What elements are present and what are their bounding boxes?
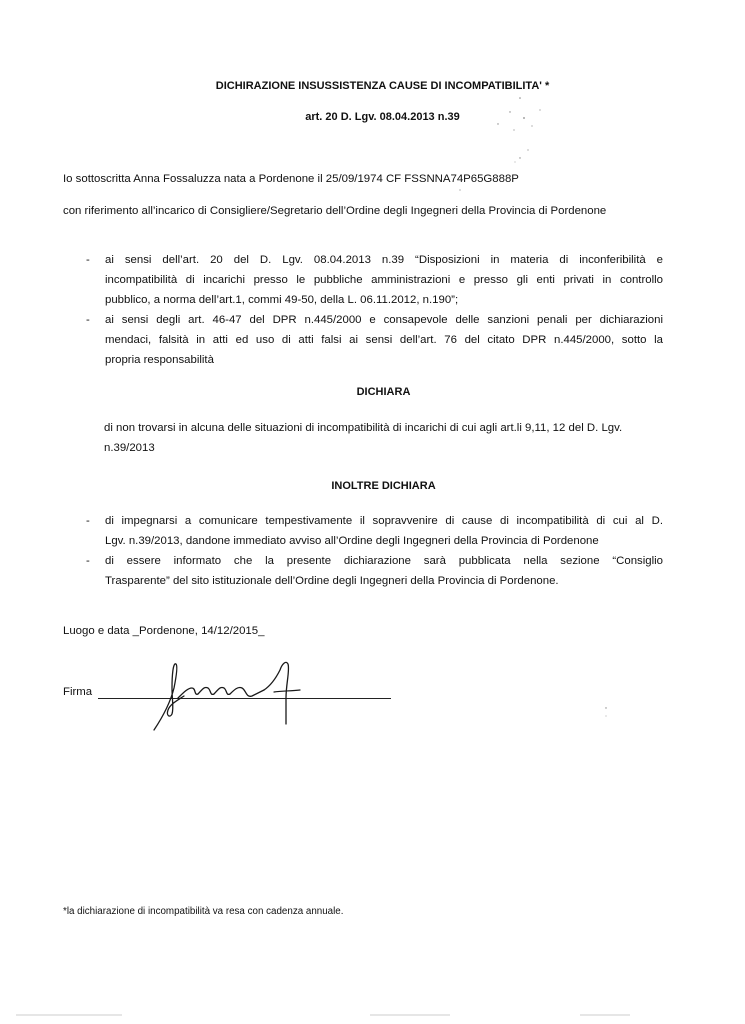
signature-label: Firma bbox=[63, 686, 93, 698]
list-item bbox=[63, 511, 663, 551]
legal-basis-list bbox=[63, 250, 663, 370]
document-subtitle: art. 20 D. Lgv. 08.04.2013 n.39 bbox=[305, 111, 460, 123]
list-item-line: di impegnarsi a comunicare tempestivamente il sopravvenire di cause di incompatibilità di cui al D. bbox=[105, 515, 663, 527]
footnote: *la dichiarazione di incompatibilità va resa con cadenza annuale. bbox=[63, 906, 344, 917]
heading-dichiara: DICHIARA bbox=[356, 386, 411, 398]
list-dash: - bbox=[86, 254, 90, 266]
list-item-line: di essere informato che la presente dichiarazione sarà pubblicata nella sezione “Consiglio bbox=[105, 555, 663, 567]
place-and-date: Luogo e data _Pordenone, 14/12/2015_ bbox=[63, 625, 265, 637]
list-item-line: ai sensi dell’art. 20 del D. Lgv. 08.04.2013 n.39 “Disposizioni in materia di inconferibilità e bbox=[105, 254, 663, 266]
list-dash: - bbox=[86, 515, 90, 527]
document-title: DICHIRAZIONE INSUSSISTENZA CAUSE DI INCOMPATIBILITA' * bbox=[215, 80, 550, 92]
declaration-text: di non trovarsi in alcuna delle situazioni di incompatibilità di incarichi di cui agli art.li 9,11, 12 del D. Lgv. n.39/2013 bbox=[104, 422, 623, 454]
role-reference: con riferimento all’incarico di Consigliere/Segretario dell’Ordine degli Ingegneri della Provincia di Pordenone bbox=[63, 205, 607, 217]
list-dash: - bbox=[86, 555, 90, 567]
list-item-line: mendaci, falsità in atti ed uso di atti falsi ai sensi dell’art. 76 del citato DPR n.445/2000, sotto la bbox=[105, 334, 663, 346]
list-item-line: incompatibilità di incarichi presso le pubbliche amministrazioni e presso gli enti privati in controllo bbox=[105, 274, 663, 286]
handwritten-signature bbox=[148, 658, 308, 734]
list-item bbox=[63, 250, 663, 310]
list-item-line: Trasparente” del sito istituzionale dell’Ordine degli Ingegneri della Provincia di Pordenone. bbox=[105, 575, 559, 587]
list-item-line: pubblico, a norma dell’art.1, commi 49-50, della L. 06.11.2012, n.190”; bbox=[105, 294, 459, 306]
declarant-statement: Io sottoscritta Anna Fossaluzza nata a Pordenone il 25/09/1974 CF FSSNNA74P65G888P bbox=[63, 173, 519, 185]
list-dash: - bbox=[86, 314, 90, 326]
additional-declarations-list bbox=[63, 511, 663, 591]
heading-inoltre-dichiara: INOLTRE DICHIARA bbox=[331, 480, 436, 492]
list-item-line: propria responsabilità bbox=[105, 354, 214, 366]
list-item bbox=[63, 551, 663, 591]
list-item-line: Lgv. n.39/2013, dandone immediato avviso all’Ordine degli Ingegneri della Provincia di Pordenone bbox=[105, 535, 599, 547]
list-item-line: ai sensi degli art. 46-47 del DPR n.445/2000 e consapevole delle sanzioni penali per dichiarazioni bbox=[105, 314, 663, 326]
list-item bbox=[63, 310, 663, 370]
